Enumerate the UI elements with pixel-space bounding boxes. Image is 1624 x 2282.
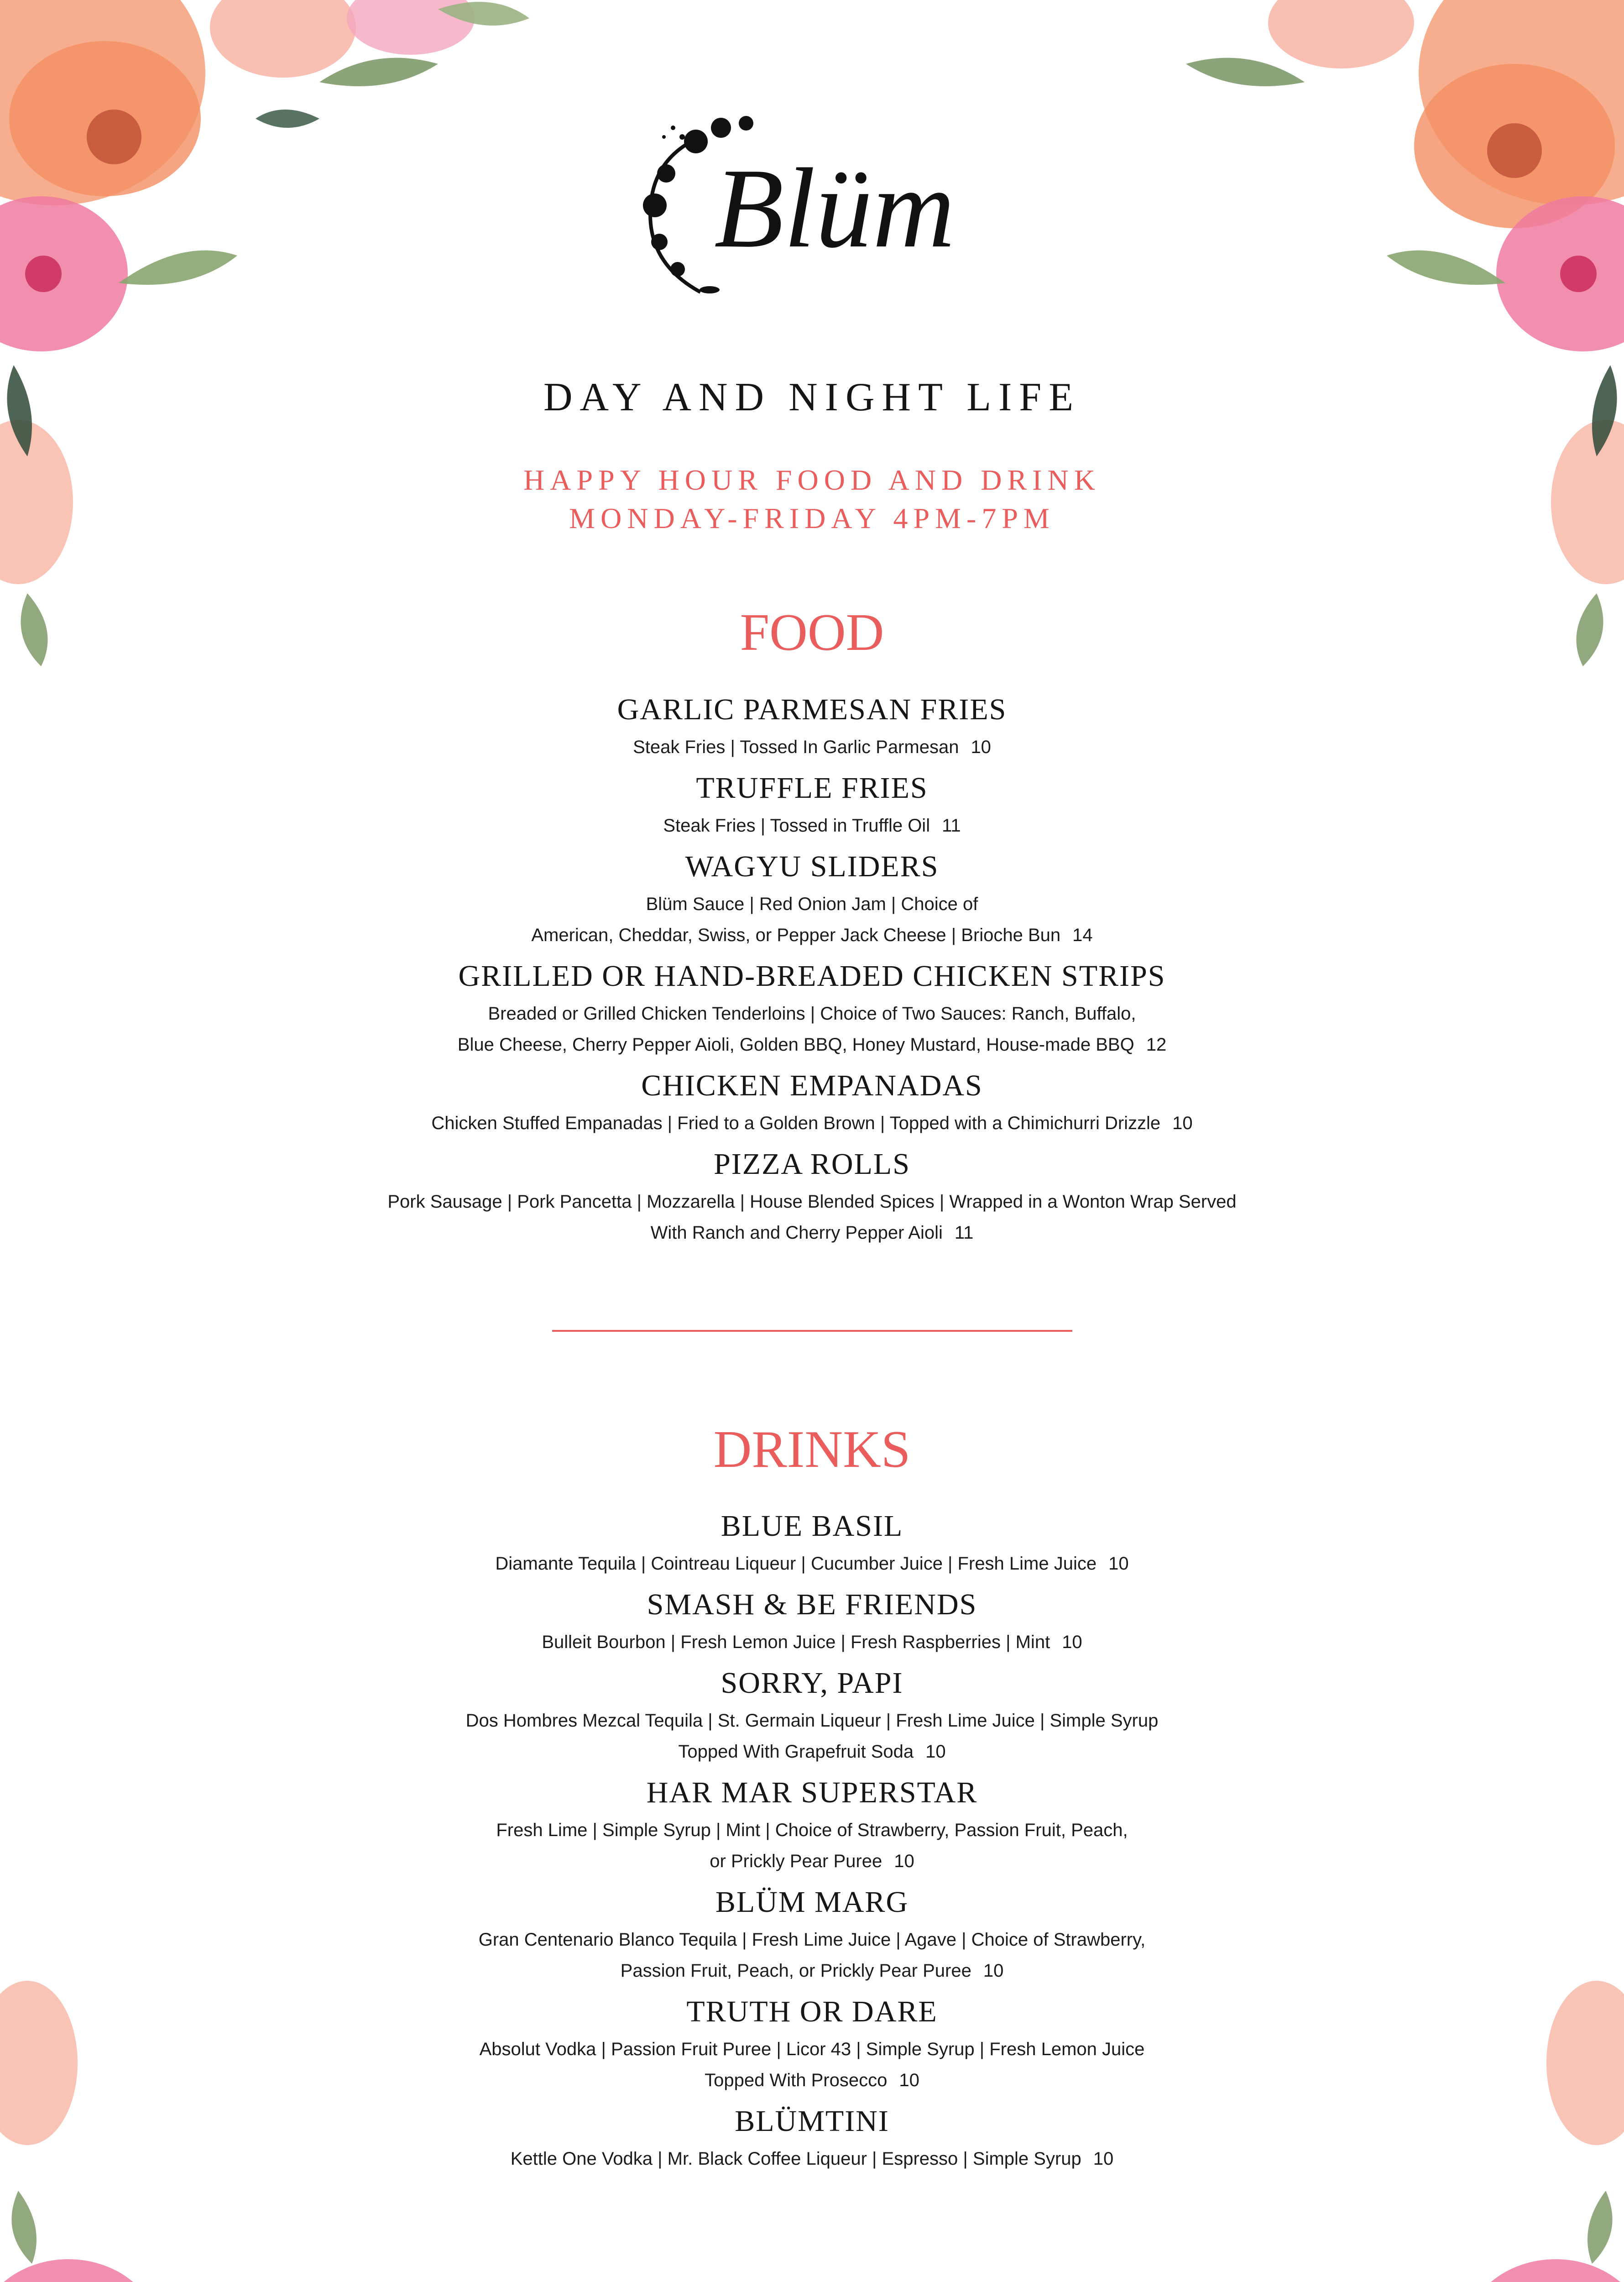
description-text: Fresh Lime | Simple Syrup | Mint | Choice of Strawberry, Passion Fruit, Peach, [496,1820,1128,1840]
menu-item [274,1586,1350,1660]
drinks-menu-list [274,1503,1350,2177]
description-line [274,2143,1350,2174]
food-menu-list [274,687,1350,1251]
menu-item-description [274,1811,1350,1879]
menu-item-price: 10 [894,1851,914,1871]
description-line [274,920,1350,951]
description-line [274,732,1350,763]
menu-item-name: BLÜMTINI [735,2104,889,2138]
description-line [274,889,1350,920]
tagline: DAY AND NIGHT LIFE [543,375,1081,419]
description-text: Topped With Prosecco [705,2070,888,2090]
menu-item-price: 10 [899,2070,919,2090]
description-text: Diamante Tequila | Cointreau Liqueur | Cucumber Juice | Fresh Lime Juice [495,1554,1097,1574]
menu-item [274,958,1350,1063]
logo-graphic [623,110,1006,310]
menu-item-price: 11 [942,816,961,836]
happy-hour-line2: MONDAY-FRIDAY 4PM-7PM [569,502,1055,534]
description-line [274,2034,1350,2065]
menu-item-name: CHICKEN EMPANADAS [641,1069,983,1102]
menu-item [274,1884,1350,1989]
menu-item-name: BLUE BASIL [721,1509,903,1543]
flower-cluster-icon [0,0,548,675]
menu-item [274,2103,1350,2177]
drinks-section-title: DRINKS [713,1420,911,1479]
menu-item-description [274,806,1350,844]
menu-item-price: 10 [1172,1113,1193,1133]
description-line [274,810,1350,841]
menu-item-description [274,1623,1350,1660]
description-text: Dos Hombres Mezcal Tequila | St. Germain Liqueur | Fresh Lime Juice | Simple Syrup [465,1711,1159,1731]
menu-item-description [274,1921,1350,1989]
menu-item-description [274,1104,1350,1141]
description-text: Breaded or Grilled Chicken Tenderloins | Choice of Two Sauces: Ranch, Buffalo, [488,1004,1136,1024]
description-line [274,1924,1350,1955]
menu-item-name: BLÜM MARG [715,1885,909,1919]
menu-item [274,1146,1350,1251]
description-line [274,1029,1350,1060]
description-line [274,1705,1350,1736]
description-line [274,1846,1350,1877]
menu-item-price: 10 [1093,2149,1114,2169]
menu-item-name: WAGYU SLIDERS [685,850,939,883]
menu-item-description [274,2030,1350,2099]
menu-item-name: HAR MAR SUPERSTAR [646,1776,978,1809]
menu-item-name: TRUFFLE FRIES [696,771,928,805]
description-line [274,1627,1350,1658]
description-line [274,998,1350,1029]
menu-item [274,1508,1350,1582]
menu-item-price: 11 [954,1223,974,1243]
menu-item [274,1774,1350,1879]
description-text: Gran Centenario Blanco Tequila | Fresh Lime Juice | Agave | Choice of Strawberry, [478,1930,1146,1950]
description-text: Absolut Vodka | Passion Fruit Puree | Licor 43 | Simple Syrup | Fresh Lemon Juice [479,2039,1145,2059]
flower-cluster-icon [1076,0,1624,675]
menu-item-price: 10 [983,1961,1004,1981]
section-divider [552,1330,1072,1332]
menu-item-description [274,1183,1350,1251]
floral-corner-top-right [1076,0,1624,675]
menu-item-price: 14 [1072,925,1093,945]
menu-item-price: 10 [925,1742,946,1762]
menu-item-name: GRILLED OR HAND-BREADED CHICKEN STRIPS [458,959,1166,993]
description-text: Pork Sausage | Pork Pancetta | Mozzarella | House Blended Spices | Wrapped in a Wonton Wrap Served [387,1192,1237,1212]
menu-item-price: 10 [1108,1554,1129,1574]
description-line [274,1186,1350,1217]
menu-item-description [274,994,1350,1063]
menu-item-name: TRUTH OR DARE [686,1995,938,2028]
food-section-title: FOOD [740,603,884,662]
menu-item-name: GARLIC PARMESAN FRIES [617,693,1007,726]
description-text: Chicken Stuffed Empanadas | Fried to a Golden Brown | Topped with a Chimichurri Drizzle [431,1113,1161,1133]
menu-item-description [274,1701,1350,1770]
menu-item [274,848,1350,953]
logo-wordmark: Blüm [714,145,955,272]
menu-item-name: SMASH & BE FRIENDS [647,1588,977,1621]
menu-item-name: SORRY, PAPI [721,1666,903,1700]
description-text: Steak Fries | Tossed In Garlic Parmesan [633,737,959,757]
menu-item-description [274,2140,1350,2177]
brand-logo [623,110,1006,310]
menu-item [274,1068,1350,1141]
menu-item [274,770,1350,844]
description-text: Blue Cheese, Cherry Pepper Aioli, Golden BBQ, Honey Mustard, House-made BBQ [457,1035,1134,1055]
menu-item-description [274,1544,1350,1582]
description-line [274,1217,1350,1248]
description-line [274,1108,1350,1139]
description-text: Passion Fruit, Peach, or Prickly Pear Puree [620,1961,971,1981]
menu-item-price: 12 [1146,1035,1167,1055]
description-line [274,1548,1350,1579]
description-text: Topped With Grapefruit Soda [678,1742,914,1762]
floral-corner-top-left [0,0,548,675]
description-text: Bulleit Bourbon | Fresh Lemon Juice | Fresh Raspberries | Mint [542,1632,1050,1652]
menu-item [274,1994,1350,2099]
menu-item-price: 10 [971,737,991,757]
menu-item-description [274,728,1350,765]
menu-item [274,1665,1350,1770]
description-line [274,1736,1350,1767]
menu-item [274,691,1350,765]
menu-item-name: PIZZA ROLLS [714,1147,910,1181]
happy-hour [0,461,1624,538]
description-text: Blüm Sauce | Red Onion Jam | Choice of [646,894,978,914]
menu-item-description [274,885,1350,953]
description-line [274,1955,1350,1986]
happy-hour-line1: HAPPY HOUR FOOD AND DRINK [523,464,1101,496]
description-text: or Prickly Pear Puree [710,1851,882,1871]
description-text: Kettle One Vodka | Mr. Black Coffee Liqueur | Espresso | Simple Syrup [510,2149,1081,2169]
menu-item-price: 10 [1062,1632,1082,1652]
description-text: With Ranch and Cherry Pepper Aioli [650,1223,943,1243]
description-line [274,1815,1350,1846]
description-text: Steak Fries | Tossed in Truffle Oil [663,816,930,836]
description-line [274,2065,1350,2096]
description-text: American, Cheddar, Swiss, or Pepper Jack Cheese | Brioche Bun [531,925,1061,945]
